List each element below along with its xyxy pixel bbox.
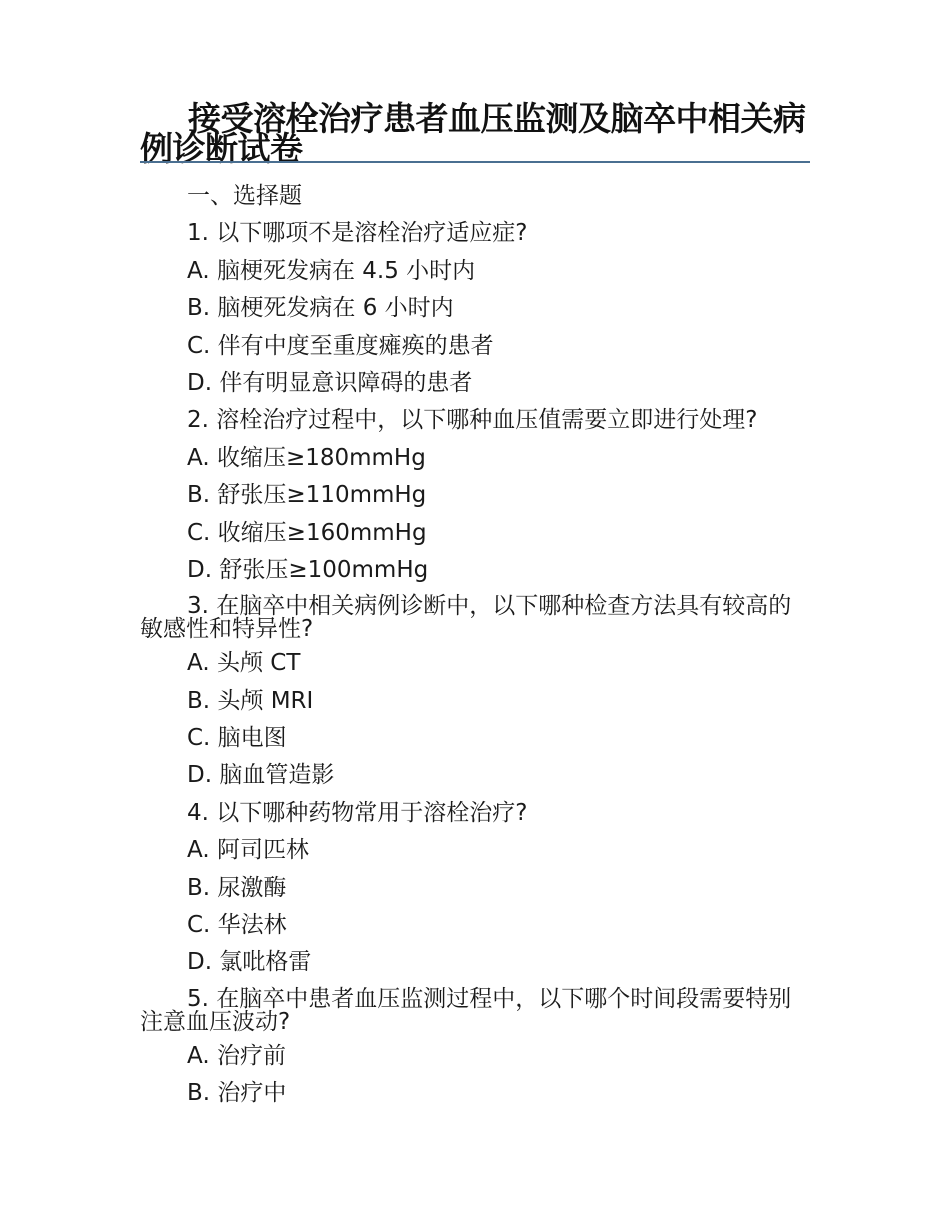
answer-option: C. 脑电图 xyxy=(187,725,287,752)
question-text: 1. 以下哪项不是溶栓治疗适应症? xyxy=(187,220,528,247)
answer-option: B. 尿激酶 xyxy=(187,874,287,901)
question-text: 5. 在脑卒中患者血压监测过程中，以下哪个时间段需要特别注意血压波动? xyxy=(140,985,792,1035)
answer-option: B. 头颅 MRI xyxy=(187,687,314,714)
answer-option: D. 伴有明显意识障碍的患者 xyxy=(187,369,473,396)
answer-option: B. 治疗中 xyxy=(187,1080,287,1107)
document-body xyxy=(140,178,810,1113)
answer-option: A. 阿司匹林 xyxy=(187,837,309,864)
answer-option: A. 治疗前 xyxy=(187,1042,286,1069)
answer-option: A. 头颅 CT xyxy=(187,650,301,677)
answer-option: C. 华法林 xyxy=(187,912,287,939)
question-text: 4. 以下哪种药物常用于溶栓治疗? xyxy=(187,799,528,826)
answer-option: C. 伴有中度至重度瘫痪的患者 xyxy=(187,332,494,359)
question-text: 3. 在脑卒中相关病例诊断中，以下哪种检查方法具有较高的敏感性和特异性? xyxy=(140,593,792,643)
question-text: 2. 溶栓治疗过程中，以下哪种血压值需要立即进行处理? xyxy=(187,407,758,434)
answer-option: A. 脑梗死发病在 4.5 小时内 xyxy=(187,257,476,284)
section-heading: 一、选择题 xyxy=(187,183,302,209)
answer-option: A. 收缩压≥180mmHg xyxy=(187,444,426,471)
answer-option: D. 氯吡格雷 xyxy=(187,949,312,976)
answer-option: C. 收缩压≥160mmHg xyxy=(187,519,427,546)
document-title: 接受溶栓治疗患者血压监测及脑卒中相关病例诊断试卷 xyxy=(140,99,806,168)
title-divider xyxy=(140,161,810,163)
answer-option: B. 舒张压≥110mmHg xyxy=(187,482,427,509)
answer-option: D. 舒张压≥100mmHg xyxy=(187,556,429,583)
answer-option: B. 脑梗死发病在 6 小时内 xyxy=(187,295,454,322)
answer-option: D. 脑血管造影 xyxy=(187,762,335,789)
